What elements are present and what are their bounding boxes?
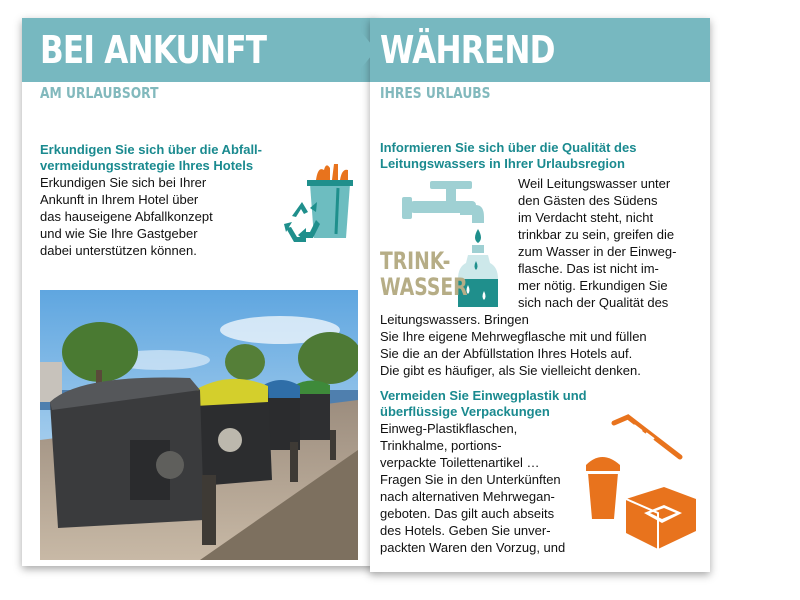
left-body-line: Erkundigen Sie sich bei Ihrer <box>40 175 207 190</box>
water-section-heading <box>380 140 680 172</box>
plastic-body-line: verpackte Toilettenartikel … <box>380 455 540 470</box>
recycling-bin-icon <box>272 158 362 258</box>
water-body-line: Sie Ihre eigene Mehrwegflasche mit und füllen <box>380 329 647 344</box>
water-body-line: trinkbar zu sein, greifen die <box>518 227 675 242</box>
left-body-line: Ankunft in Ihrem Hotel über <box>40 192 199 207</box>
water-body-line: Die gibt es häufiger, als Sie vielleicht denken. <box>380 363 641 378</box>
plastic-body-line: Einweg-Plastikflaschen, <box>380 421 518 436</box>
water-body-line: Sie die an der Abfüllstation Ihres Hotels auf. <box>380 346 633 361</box>
right-page <box>370 18 710 572</box>
left-body-line: und wie Sie Ihre Gastgeber <box>40 226 198 241</box>
water-section-body <box>380 175 705 379</box>
plastic-section-body <box>380 420 600 556</box>
plastic-body-line: packten Waren den Vorzug, und <box>380 540 566 555</box>
water-heading-line: Leitungswassers in Ihrer Urlaubsregion <box>380 156 625 171</box>
water-body-line: den Gästen des Südens <box>518 193 658 208</box>
left-body-line: das hauseigene Abfallkonzept <box>40 209 213 224</box>
left-page <box>22 18 376 566</box>
right-banner-title: WÄHREND <box>380 28 555 72</box>
left-heading-line: vermeidungsstrategie Ihres Hotels <box>40 158 254 173</box>
left-text-block <box>40 142 290 259</box>
left-banner <box>22 18 376 82</box>
water-tap-bottle-icon <box>380 175 514 310</box>
left-heading <box>40 142 290 174</box>
water-body-line: flasche. Das ist nicht im- <box>518 261 659 276</box>
plastic-heading-line: überflüssige Verpackungen <box>380 404 550 419</box>
trinkwasser-label-line2: WASSER <box>380 273 468 302</box>
left-body <box>40 174 290 259</box>
water-body-line: Leitungswassers. Bringen <box>380 312 529 327</box>
water-body-line: sich nach der Qualität des <box>518 295 669 310</box>
plastic-body-line: nach alternativen Mehrwegan- <box>380 489 555 504</box>
plastic-body-line: geboten. Das gilt auch abseits <box>380 506 555 521</box>
plastic-heading-line: Vermeiden Sie Einwegplastik und <box>380 388 587 403</box>
right-banner <box>370 18 710 82</box>
plastic-body-line: Fragen Sie in den Unterkünften <box>380 472 561 487</box>
waste-containers-photo <box>40 290 358 560</box>
plastic-body-line: Trinkhalme, portions- <box>380 438 502 453</box>
left-heading-line: Erkundigen Sie sich über die Abfall- <box>40 142 263 157</box>
trinkwasser-label-line1: TRINK- <box>380 247 451 276</box>
left-banner-title: BEI ANKUNFT <box>40 28 267 72</box>
water-body-line: mer nötig. Erkundigen Sie <box>518 278 668 293</box>
right-banner-subtitle: IHRES URLAUBS <box>380 84 491 102</box>
water-body-line: im Verdacht steht, nicht <box>518 210 654 225</box>
left-banner-subtitle: AM URLAUBSORT <box>40 84 159 102</box>
left-body-line: dabei unterstützen können. <box>40 243 197 258</box>
banner-chevron <box>328 18 388 82</box>
takeaway-packaging-icon <box>584 413 704 553</box>
water-body-line: zum Wasser in der Einweg- <box>518 244 677 259</box>
water-heading-line: Informieren Sie sich über die Qualität des <box>380 140 637 155</box>
water-illustration <box>380 175 514 310</box>
water-body-line: Weil Leitungswasser unter <box>518 176 671 191</box>
plastic-section <box>380 388 600 556</box>
plastic-body-line: des Hotels. Geben Sie unver- <box>380 523 551 538</box>
